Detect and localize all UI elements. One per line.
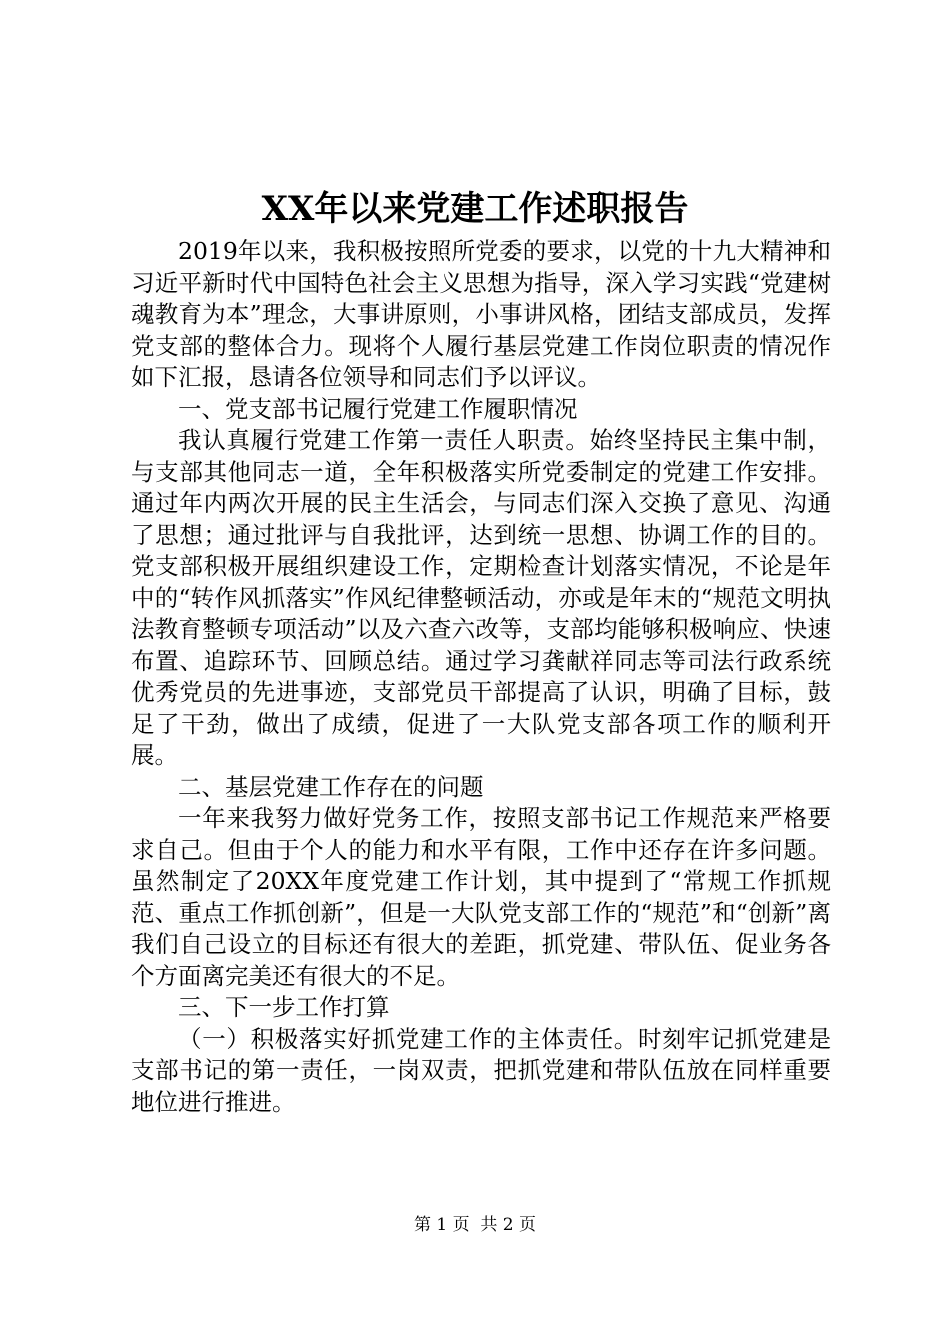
page-number-label: 第 1 页 共 2 页 — [413, 1215, 537, 1235]
section-3-item-1-paragraph — [131, 1024, 831, 1119]
section-3-item-1-heading: （一）积极落实好抓党建工作的主体责任。 — [178, 1024, 639, 1053]
section-1-paragraph: 我认真履行党建工作第一责任人职责。始终坚持民主集中制，与支部其他同志一道，全年积极落实所党委制定的党建工作安排。通过年内两次开展的民主生活会，与同志们深入交换了意见、沟通了思想；通过批评与自我批评，达到统一思想、协调工作的目的。党支部积极开展组织建设工作，定期检查计划落实情况，不论是年中的“转作风抓落实”作风纪律整顿活动，亦或是年末的“规范文明执法教育整顿专项活动”以及六查六改等，支部均能够积极响应、快速布置、追踪环节、回顾总结。通过学习龚献祥同志等司法行政系统优秀党员的先进事迹，支部党员干部提高了认识，明确了目标，鼓足了干劲，做出了成绩，促进了一大队党支部各项工作的顺利开展。 — [131, 426, 831, 769]
page-footer — [0, 1214, 950, 1236]
intro-paragraph: 2019年以来，我积极按照所党委的要求，以党的十九大精神和习近平新时代中国特色社会主义思想为指导，深入学习实践“党建树魂教育为本”理念，大事讲原则，小事讲风格，团结支部成员，发挥党支部的整体合力。现将个人履行基层党建工作岗位职责的情况作如下汇报，恳请各位领导和同志们予以评议。 — [131, 237, 831, 391]
section-1-heading: 一、党支部书记履行党建工作履职情况 — [178, 394, 578, 423]
section-3-heading: 三、下一步工作打算 — [178, 993, 390, 1021]
section-2-heading: 二、基层党建工作存在的问题 — [178, 772, 484, 801]
section-2-paragraph: 一年来我努力做好党务工作，按照支部书记工作规范来严格要求自己。但由于个人的能力和水平有限，工作中还存在许多问题。虽然制定了20XX年度党建工作计划，其中提到了“常规工作抓规范、重点工作抓创新”，但是一大队党支部工作的“规范”和“创新”离我们自己设立的目标还有很大的差距，抓党建、带队伍、促业务各个方面离完美还有很大的不足。 — [131, 804, 831, 990]
document-title: XX年以来党建工作述职报告 — [261, 189, 689, 229]
section-3-item-1-text: 时刻牢记抓党建是支部书记的第一责任，一岗双责，把抓党建和带队伍放在同样重要地位进行推进。 — [131, 1024, 832, 1116]
document-body — [131, 236, 831, 1118]
